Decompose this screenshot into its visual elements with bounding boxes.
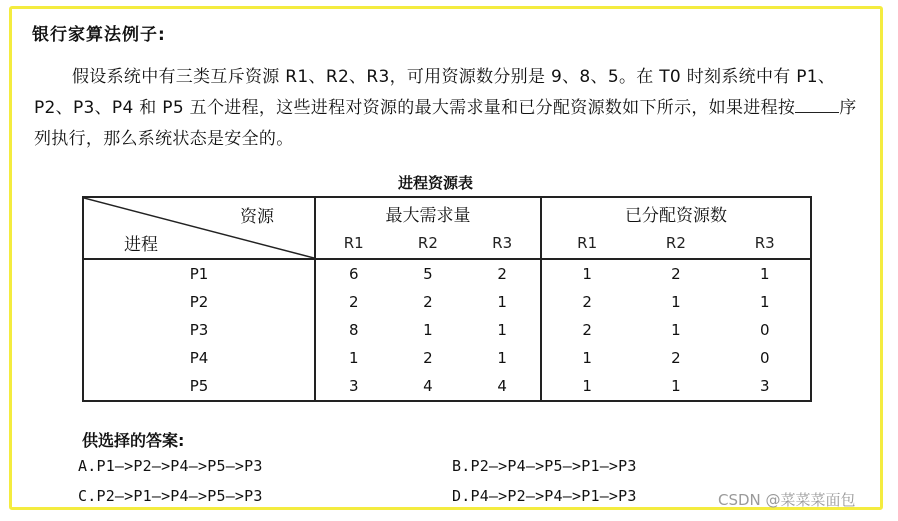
max-cell: 3 bbox=[348, 377, 359, 395]
process-name: P1 bbox=[83, 259, 315, 288]
group-header-alloc: 已分配资源数 bbox=[624, 205, 727, 226]
col-header-alloc-r2: R2 bbox=[632, 228, 719, 259]
alloc-cell: 2 bbox=[671, 349, 681, 367]
alloc-cell: 3 bbox=[759, 377, 770, 395]
diagonal-line bbox=[84, 198, 314, 258]
corner-label-resource: 资源 bbox=[240, 207, 274, 227]
table-row bbox=[83, 288, 811, 316]
answer-option-c: C.P2—>P1—>P4—>P5—>P3 bbox=[78, 487, 263, 505]
max-cell: 1 bbox=[348, 349, 359, 367]
alloc-cell: 2 bbox=[582, 293, 592, 311]
col-header-alloc-r1: R1 bbox=[541, 228, 632, 259]
max-cell: 5 bbox=[423, 265, 433, 283]
col-header-max-r1: R1 bbox=[315, 228, 391, 259]
max-cell: 1 bbox=[464, 344, 541, 372]
answer-option-b: B.P2—>P4—>P5—>P1—>P3 bbox=[452, 457, 637, 475]
table-row bbox=[83, 259, 811, 288]
process-resource-table bbox=[82, 196, 812, 402]
answers-label: 供选择的答案: bbox=[82, 431, 185, 450]
table-row bbox=[83, 316, 811, 344]
problem-paragraph bbox=[34, 62, 870, 155]
page-title: 银行家算法例子: bbox=[32, 25, 166, 45]
alloc-cell: 1 bbox=[759, 293, 770, 311]
process-name: P3 bbox=[83, 316, 315, 344]
alloc-cell: 1 bbox=[759, 265, 770, 283]
alloc-cell: 2 bbox=[671, 265, 681, 283]
header-row-groups bbox=[83, 197, 811, 228]
alloc-cell: 0 bbox=[759, 349, 770, 367]
answer-option-d: D.P4—>P2—>P4—>P1—>P3 bbox=[452, 487, 637, 505]
max-cell: 2 bbox=[348, 293, 359, 311]
alloc-cell: 1 bbox=[582, 265, 592, 283]
csdn-watermark: CSDN @菜菜菜面包 bbox=[718, 491, 856, 509]
col-header-max-r3: R3 bbox=[464, 228, 541, 259]
max-cell: 1 bbox=[464, 316, 541, 344]
col-header-max-r2: R2 bbox=[391, 228, 464, 259]
table-caption: 进程资源表 bbox=[398, 174, 474, 192]
paragraph-text-before: 假设系统中有三类互斥资源 R1、R2、R3，可用资源数分别是 9、8、5。在 T0 时刻系统中有 P1、P2、P3、P4 和 P5 五个进程，这些进程对资源的最大需求量和已分配资源数如下所示，如果进程按 bbox=[34, 67, 836, 118]
max-cell: 2 bbox=[464, 259, 541, 288]
alloc-cell: 1 bbox=[671, 321, 681, 339]
max-cell: 1 bbox=[423, 321, 433, 339]
corner-label-process: 进程 bbox=[124, 235, 158, 255]
max-cell: 8 bbox=[348, 321, 359, 339]
group-header-max: 最大需求量 bbox=[315, 197, 541, 228]
max-cell: 1 bbox=[464, 288, 541, 316]
answer-option-a: A.P1—>P2—>P4—>P5—>P3 bbox=[78, 457, 263, 475]
max-cell: 2 bbox=[423, 349, 433, 367]
alloc-cell: 1 bbox=[582, 349, 592, 367]
alloc-cell: 2 bbox=[582, 321, 592, 339]
process-name: P4 bbox=[83, 344, 315, 372]
alloc-cell: 1 bbox=[671, 293, 681, 311]
table-row bbox=[83, 344, 811, 372]
diagonal-header-cell bbox=[83, 197, 315, 259]
process-name: P2 bbox=[83, 288, 315, 316]
process-resource-table-wrap bbox=[82, 196, 812, 414]
max-cell: 4 bbox=[464, 372, 541, 401]
max-cell: 6 bbox=[348, 265, 359, 283]
alloc-cell: 1 bbox=[671, 377, 681, 395]
process-name: P5 bbox=[83, 372, 315, 401]
col-header-alloc-r3: R3 bbox=[719, 228, 811, 259]
alloc-cell: 0 bbox=[759, 321, 770, 339]
max-cell: 2 bbox=[423, 293, 433, 311]
answer-blank bbox=[795, 96, 839, 113]
paragraph-text-after: 序列执行，那么系统状态是安全的。 bbox=[34, 98, 857, 149]
max-cell: 4 bbox=[423, 377, 433, 395]
table-row bbox=[83, 372, 811, 401]
alloc-cell: 1 bbox=[582, 377, 592, 395]
